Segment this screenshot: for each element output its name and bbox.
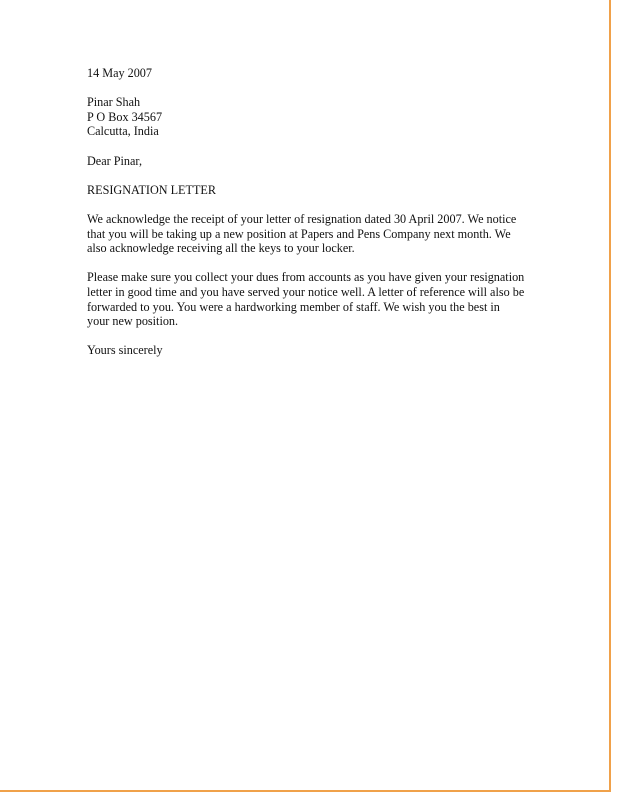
recipient-address-line2: Calcutta, India [87, 124, 159, 139]
closing: Yours sincerely [87, 343, 163, 358]
page-border-bottom [0, 790, 611, 792]
paragraph-line: forwarded to you. You were a hardworking member of staff. We wish you the best in [87, 299, 500, 314]
paragraph-line: We acknowledge the receipt of your letter of resignation dated 30 April 2007. We notice [87, 211, 517, 226]
paragraph-line: Please make sure you collect your dues from accounts as you have given your resignation [87, 270, 525, 285]
paragraph-line: that you will be taking up a new position at Papers and Pens Company next month. We [87, 226, 511, 241]
letter-subject: RESIGNATION LETTER [87, 182, 216, 197]
recipient-address [87, 95, 532, 139]
paragraph-line: your new position. [87, 314, 179, 329]
letter-body [87, 66, 532, 372]
recipient-name: Pinar Shah [87, 95, 141, 110]
recipient-address-line1: P O Box 34567 [87, 109, 163, 124]
paragraph-line: also acknowledge receiving all the keys to your locker. [87, 241, 355, 256]
page-border-right [609, 0, 611, 792]
salutation: Dear Pinar, [87, 153, 143, 168]
paragraph-acknowledgement [87, 212, 532, 256]
letter-date: 14 May 2007 [87, 66, 152, 80]
paragraph-line: letter in good time and you have served your notice well. A letter of reference will also be [87, 284, 525, 299]
paragraph-dues [87, 270, 532, 328]
